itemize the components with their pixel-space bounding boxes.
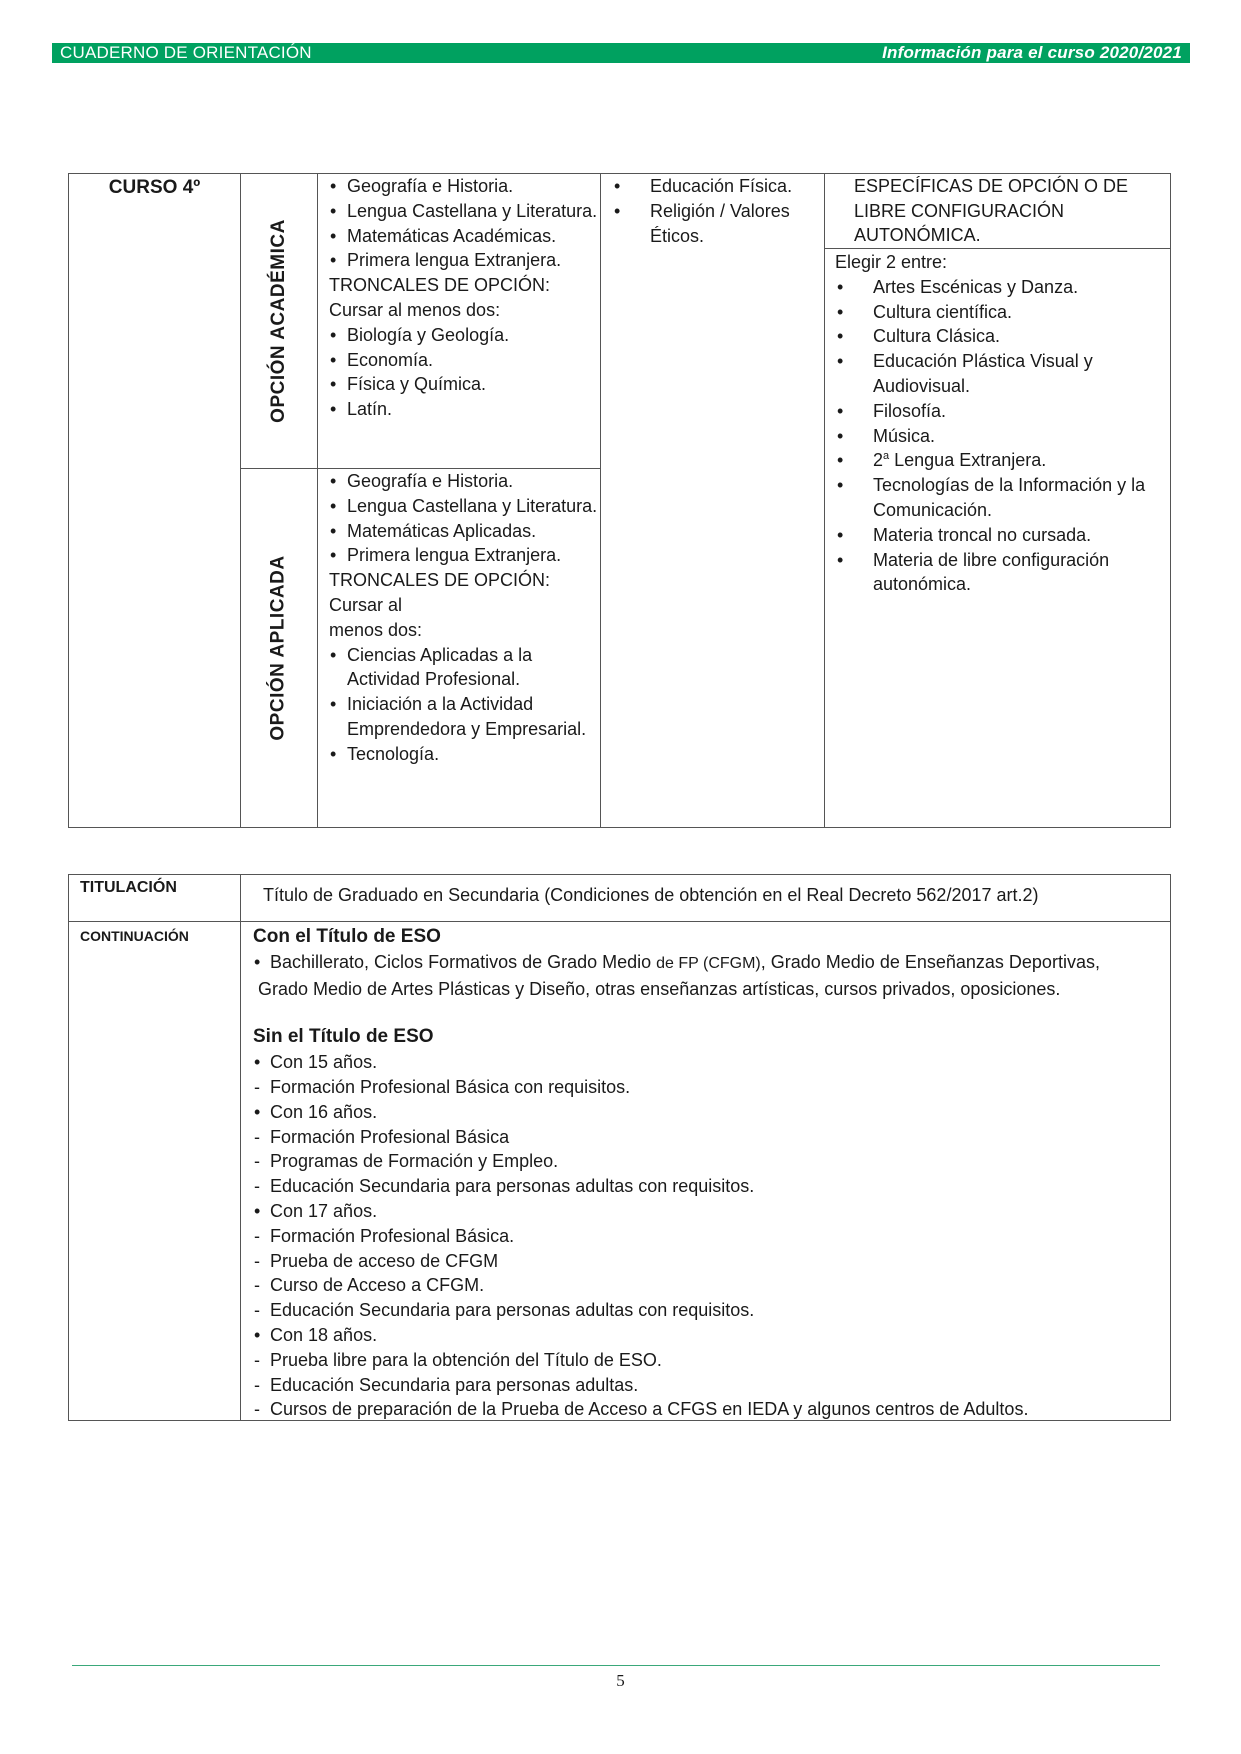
titulacion-table bbox=[68, 874, 1171, 1421]
especificas-list bbox=[825, 249, 1170, 827]
list-item: • Ciencias Aplicadas a la Actividad Profesional. bbox=[329, 643, 600, 693]
list-item: • Latín. bbox=[329, 397, 600, 422]
list-item: • Música. bbox=[835, 424, 1164, 449]
header-title: CUADERNO DE ORIENTACIÓN bbox=[60, 43, 312, 62]
age-item: • Con 17 años. bbox=[252, 1199, 1162, 1224]
list-item: - Cursos de preparación de la Prueba de Acceso a CFGS en IEDA y algunos centros de Adultos. bbox=[252, 1397, 1162, 1422]
especificas-heading: ESPECÍFICAS DE OPCIÓN O DE LIBRE CONFIGURACIÓN AUTONÓMICA. bbox=[825, 174, 1170, 249]
titulacion-text: Título de Graduado en Secundaria (Condiciones de obtención en el Real Decreto 562/2017 art.2) bbox=[263, 885, 1039, 905]
list-item: - Educación Secundaria para personas adultas con requisitos. bbox=[252, 1298, 1162, 1323]
list-item: • Educación Física. bbox=[613, 174, 816, 199]
list-item: - Prueba de acceso de CFGM bbox=[252, 1249, 1162, 1274]
troncales-opcion-sub: Cursar al menos dos: bbox=[329, 299, 501, 320]
list-item: - Formación Profesional Básica con requisitos. bbox=[252, 1075, 1162, 1100]
list-item: • Matemáticas Académicas. bbox=[329, 224, 600, 249]
troncales-opcion-sub: Cursar al bbox=[329, 594, 403, 615]
list-item: • Geografía e Historia. bbox=[329, 469, 600, 494]
list-item: • Cultura Clásica. bbox=[835, 324, 1164, 349]
list-item: • Economía. bbox=[329, 348, 600, 373]
titulacion-row bbox=[69, 875, 1170, 922]
list-item: • Religión / Valores Éticos. bbox=[613, 199, 816, 249]
especificas-intro: Elegir 2 entre: bbox=[835, 252, 948, 272]
list-item: • Biología y Geología. bbox=[329, 323, 600, 348]
list-item: - Educación Secundaria para personas adultas. bbox=[252, 1373, 1162, 1398]
list-item: • Bachillerato, Ciclos Formativos de Grado Medio de FP (CFGM), Grado Medio de Enseñanzas Deportivas, bbox=[252, 950, 1162, 977]
age-item: • Con 15 años. bbox=[252, 1050, 1162, 1075]
troncales-opcion-heading: TRONCALES DE OPCIÓN: bbox=[329, 275, 551, 296]
aplicada-subjects bbox=[318, 469, 601, 827]
list-item: • Geografía e Historia. bbox=[329, 174, 600, 199]
header-course-info: Información para el curso 2020/2021 bbox=[882, 43, 1182, 62]
list-item: • Cultura científica. bbox=[835, 300, 1164, 325]
list-item: - Educación Secundaria para personas adultas con requisitos. bbox=[252, 1174, 1162, 1199]
list-item: • Materia troncal no cursada. bbox=[835, 523, 1164, 548]
list-item: • Artes Escénicas y Danza. bbox=[835, 275, 1164, 300]
list-item: • 2$^a$ Lengua Extranjera. bbox=[835, 448, 1164, 473]
list-item: • Tecnología. bbox=[329, 742, 600, 767]
troncales-opcion-heading: TRONCALES DE OPCIÓN: bbox=[329, 570, 551, 591]
troncales-opcion-sub: menos dos: bbox=[329, 619, 423, 640]
list-item: - Formación Profesional Básica. bbox=[252, 1224, 1162, 1249]
continuacion-content bbox=[252, 925, 1162, 1422]
curso-table bbox=[68, 173, 1171, 828]
list-item: • Materia de libre configuración autonómica. bbox=[835, 548, 1164, 598]
age-item: • Con 18 años. bbox=[252, 1323, 1162, 1348]
con-titulo-heading: Con el Título de ESO bbox=[253, 926, 441, 947]
list-item: - Programas de Formación y Empleo. bbox=[252, 1149, 1162, 1174]
list-item: - Formación Profesional Básica bbox=[252, 1125, 1162, 1150]
opcion-academica-label: OPCIÓN ACADÉMICA bbox=[241, 174, 318, 469]
continuacion-label: CONTINUACIÓN bbox=[69, 922, 241, 1420]
list-item: • Tecnologías de la Información y la Comunicación. bbox=[835, 473, 1164, 523]
list-item: • Iniciación a la Actividad Emprendedora y Empresarial. bbox=[329, 692, 600, 742]
list-item: • Matemáticas Aplicadas. bbox=[329, 519, 600, 544]
titulacion-label: TITULACIÓN bbox=[69, 875, 241, 921]
page-number: 5 bbox=[616, 1671, 625, 1690]
list-item: • Física y Química. bbox=[329, 372, 600, 397]
footer-divider bbox=[72, 1665, 1160, 1666]
academica-subjects bbox=[318, 174, 601, 469]
list-item: • Lengua Castellana y Literatura. bbox=[329, 494, 600, 519]
list-item: • Filosofía. bbox=[835, 399, 1164, 424]
list-item: • Lengua Castellana y Literatura. bbox=[329, 199, 600, 224]
list-item: Grado Medio de Artes Plásticas y Diseño, otras enseñanzas artísticas, cursos privados, oposiciones. bbox=[258, 978, 1061, 999]
list-item: - Curso de Acceso a CFGM. bbox=[252, 1273, 1162, 1298]
common-subjects bbox=[601, 174, 825, 827]
list-item: - Prueba libre para la obtención del Título de ESO. bbox=[252, 1348, 1162, 1373]
header-bar bbox=[52, 43, 1190, 63]
list-item: • Primera lengua Extranjera. bbox=[329, 248, 600, 273]
list-item: • Primera lengua Extranjera. bbox=[329, 543, 600, 568]
sin-titulo-heading: Sin el Título de ESO bbox=[253, 1026, 434, 1048]
opcion-aplicada-label: OPCIÓN APLICADA bbox=[241, 469, 318, 827]
age-item: • Con 16 años. bbox=[252, 1100, 1162, 1125]
list-item: • Educación Plástica Visual y Audiovisual. bbox=[835, 349, 1164, 399]
curso-label: CURSO 4º bbox=[69, 174, 241, 827]
